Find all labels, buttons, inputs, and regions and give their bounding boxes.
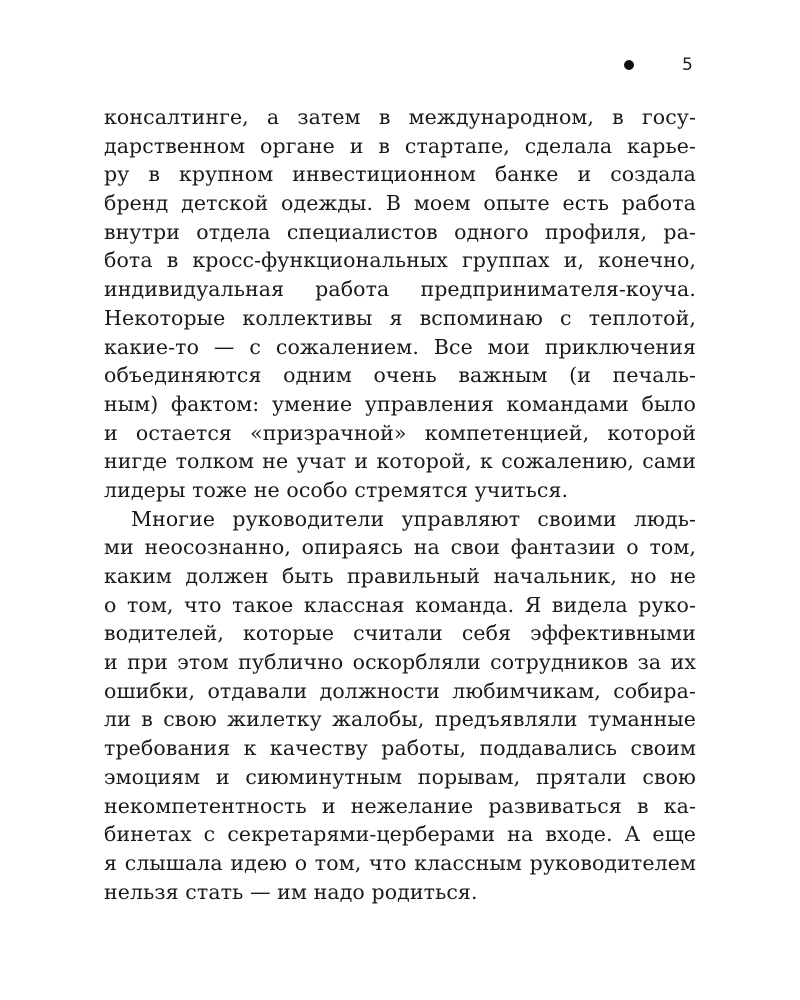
- text-line: объединяются одним очень важным (и печаль-: [104, 363, 696, 388]
- text-line: некомпетентность и нежелание развиваться в ка-: [104, 793, 696, 818]
- text-line: внутри отдела специалистов одного профиля, ра-: [104, 219, 696, 244]
- text-line: бинетах с секретарями-церберами на входе. А еще: [104, 822, 696, 847]
- text-line: нельзя стать — им надо родиться.: [104, 879, 478, 904]
- text-line: дарственном органе и в стартапе, сделала карье-: [104, 133, 696, 158]
- text-line: и остается «призрачной» компетенцией, которой: [104, 420, 696, 445]
- text-line: ным) фактом: умение управления командами было: [104, 391, 696, 416]
- page-header: [0, 50, 800, 80]
- text-line: какие-то — с сожалением. Все мои приключения: [104, 334, 696, 359]
- text-line: ми неосознанно, опираясь на свои фантазии о том,: [104, 535, 696, 560]
- text-line: лидеры тоже не особо стремятся учиться.: [104, 477, 569, 502]
- text-line: и при этом публично оскорбляли сотрудников за их: [104, 650, 696, 675]
- text-line: консалтинге, а затем в международном, в госу-: [104, 105, 696, 129]
- text-line: требования к качеству работы, поддавались своим: [104, 736, 696, 761]
- page-number: 5: [682, 55, 693, 75]
- header-bullet-icon: [624, 60, 634, 70]
- text-line: ошибки, отдавали должности любимчикам, собира-: [104, 678, 696, 703]
- text-line: индивидуальная работа предпринимателя-коуча.: [104, 277, 696, 302]
- text-line: Многие руководители управляют своими людь-: [131, 506, 696, 531]
- text-line: я слышала идею о том, что классным руководителем: [104, 850, 696, 875]
- paragraph: [104, 505, 696, 907]
- paragraph: [104, 103, 696, 505]
- text-line: ру в крупном инвестиционном банке и создала: [104, 162, 696, 187]
- text-line: бренд детской одежды. В моем опыте есть работа: [104, 191, 696, 216]
- text-line: каким должен быть правильный начальник, но не: [104, 564, 696, 588]
- text-line: бота в кросс-функциональных группах и, конечно,: [104, 248, 696, 273]
- text-line: Некоторые коллективы я вспоминаю с теплотой,: [104, 305, 696, 330]
- text-line: о том, что такое классная команда. Я видела руко-: [104, 592, 696, 617]
- body-text: [104, 103, 696, 906]
- text-line: ли в свою жилетку жалобы, предъявляли туманные: [104, 707, 696, 732]
- text-line: водителей, которые считали себя эффективными: [104, 621, 696, 646]
- text-line: нигде толком не учат и которой, к сожалению, сами: [104, 449, 696, 474]
- text-line: эмоциям и сиюминутным порывам, прятали свою: [104, 764, 696, 789]
